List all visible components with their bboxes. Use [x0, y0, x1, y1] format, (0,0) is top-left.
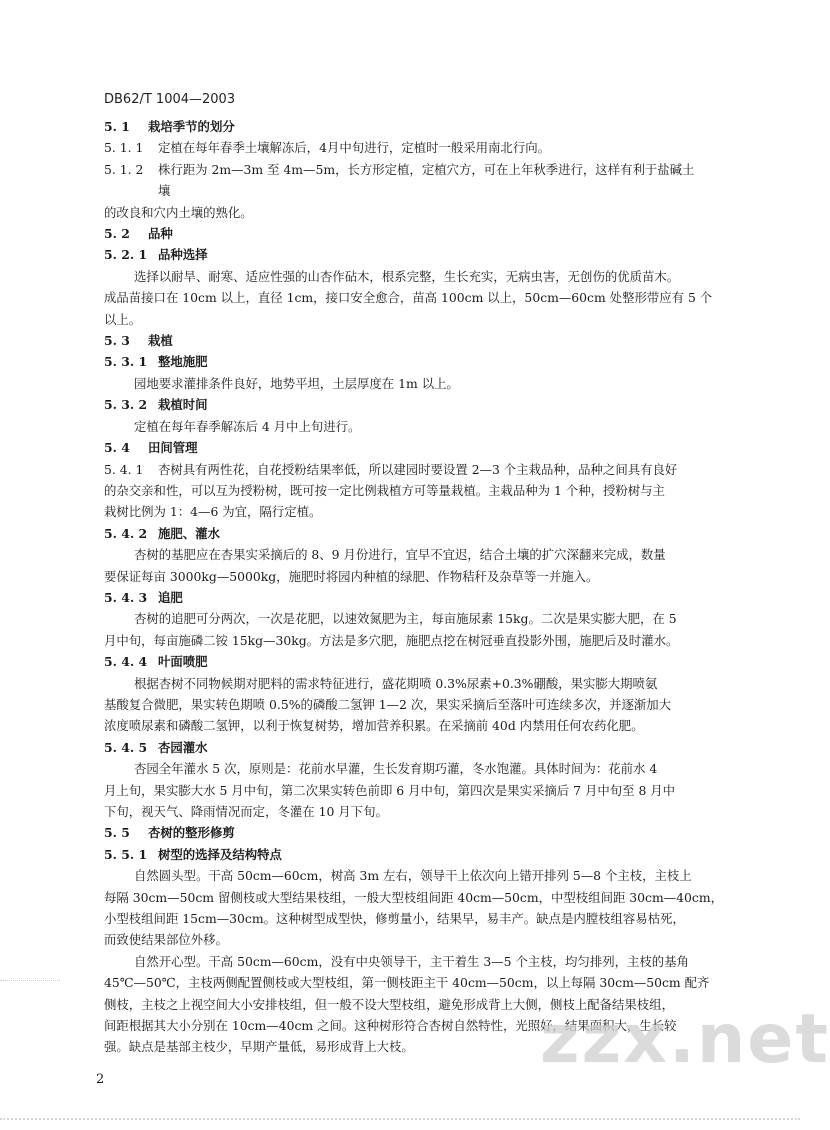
paragraph-line: 杏树的基肥应在杏果实采摘后的 8、9 月份进行，宜早不宜迟，结合土壤的扩穴深翻来完成，数量: [134, 547, 666, 563]
heading-5-2-1: 5. 2. 1 品种选择: [104, 247, 208, 263]
heading-5-4-2: 5. 4. 2 施肥、灌水: [104, 525, 220, 541]
heading-5-2: 5. 2 品种: [104, 226, 173, 242]
clause-5-4-1: 5. 4. 1 杏树具有两性花，自花授粉结果率低，所以建园时要设置 2—3 个主栽品种，品种之间具有良好: [104, 461, 678, 477]
paragraph-line: 以上。: [104, 311, 142, 327]
bottom-edge-dots: [0, 1118, 800, 1120]
heading-5-4: 5. 4 田间管理: [104, 440, 198, 456]
paragraph-line: 杏园全年灌水 5 次，原则是：花前水早灌，生长发育期巧灌，冬水饱灌。具体时间为：花前水 4: [134, 761, 658, 777]
heading-5-3-1: 5. 3. 1 整地施肥: [104, 354, 208, 370]
paragraph-line: 月上旬，果实膨大水 5 月中旬，第二次果实转色前即 6 月中旬，第四次是果实采摘后 7 月中旬至 8 月中: [104, 782, 676, 798]
paragraph-line: 自然圆头型。干高 50cm—60cm，树高 3m 左右，领导干上依次向上错开排列 5—8 个主枝，主枝上: [134, 868, 692, 884]
standard-code: DB62/T 1004—2003: [104, 92, 236, 107]
paragraph-line: 成品苗接口在 10cm 以上，直径 1cm，接口安全愈合，苗高 100cm 以上，50cm—60cm 处整形带应有 5 个: [104, 290, 713, 306]
paragraph-line: 浓度喷尿素和磷酸二氢钾，以利于恢复树势，增加营养积累。在采摘前 40d 内禁用任何农药化肥。: [104, 718, 644, 734]
paragraph-line: 选择以耐旱、耐寒、适应性强的山杏作砧木，根系完整，生长充实，无病虫害，无创伤的优质苗木。: [134, 268, 680, 284]
clause-5-1-2-cont: 壤: [158, 183, 171, 199]
heading-5-5-1: 5. 5. 1 树型的选择及结构特点: [104, 846, 282, 862]
paragraph-line: 园地要求灌排条件良好，地势平坦，土层厚度在 1m 以上。: [134, 375, 459, 391]
clause-5-1-1: 5. 1. 1 定植在每年春季土壤解冻后，4月中旬进行，定植时一般采用南北行向。: [104, 140, 550, 156]
paragraph-line: 根据杏树不同物候期对肥料的需求特征进行，盛花期喷 0.3%尿素+0.3%硼酸，果实膨大期喷氨: [134, 675, 658, 691]
paragraph-line: 45℃—50℃，主枝两侧配置侧枝或大型枝组，第一侧枝距主干 40cm—50cm，以上每隔 30cm—50cm 配齐: [104, 975, 710, 991]
paragraph-line: 定植在每年春季解冻后 4 月中上旬进行。: [134, 418, 361, 434]
heading-5-4-4: 5. 4. 4 叶面喷肥: [104, 654, 208, 670]
paragraph-line: 基酸复合微肥，果实转色期喷 0.5%的磷酸二氢钾 1—2 次，果实采摘后至落叶可连续多次，并逐渐加大: [104, 696, 672, 712]
paragraph-line: 间距根据其大小分别在 10cm—40cm 之间。这种树形符合杏树自然特性，光照好，结果面积大，生长较: [104, 1018, 677, 1034]
document-body: [104, 116, 776, 1058]
heading-5-5: 5. 5 杏树的整形修剪: [104, 825, 235, 841]
paragraph-line: 而致使结果部位外移。: [104, 932, 228, 948]
paragraph-line: 下旬，视天气、降雨情况而定，冬灌在 10 月下旬。: [104, 804, 388, 819]
clause-5-1-2-tail: 的改良和穴内土壤的熟化。: [104, 204, 253, 220]
heading-5-1: 5. 1 栽培季节的划分: [104, 119, 235, 134]
paragraph-line: 杏树的追肥可分两次，一次是花肥，以速效氮肥为主，每亩施尿素 15kg。二次是果实膨大肥，在 5: [134, 611, 677, 627]
paragraph-line: 小型枝组间距 15cm—30cm。这种树型成型快，修剪量小，结果早，易丰产。缺点是内膛枝组容易枯死，: [104, 911, 685, 927]
heading-5-3: 5. 3 栽植: [104, 333, 173, 349]
paragraph-line: 要保证每亩 3000kg—5000kg，施肥时将园内种植的绿肥、作物秸秆及杂草等一并施入。: [104, 568, 599, 584]
heading-5-4-3: 5. 4. 3 追肥: [104, 589, 183, 605]
watermark: zzx.net: [540, 1000, 830, 1079]
heading-5-4-5: 5. 4. 5 杏园灌水: [104, 739, 208, 755]
paragraph-line: 自然开心型。干高 50cm—60cm，没有中央领导干，主干着生 3—5 个主枝，均匀排列，主枝的基角: [134, 953, 689, 969]
page-number: 2: [96, 1072, 105, 1087]
paragraph-line: 的杂交亲和性，可以互为授粉树，既可按一定比例栽植方可等量栽植。主栽品种为 1 个种，授粉树与主: [104, 482, 665, 498]
paragraph-line: 强。缺点是基部主枝少，早期产量低，易形成背上大枝。: [104, 1039, 414, 1055]
paragraph-line: 栽树比例为 1：4—6 为宜，隔行定植。: [104, 504, 322, 520]
paragraph-line: 月中旬，每亩施磷二铵 15kg—30kg。方法是多穴肥，施肥点挖在树冠垂直投影外围，施肥后及时灌水。: [104, 632, 679, 648]
clause-5-1-2: 5. 1. 2 株行距为 2m—3m 至 4m—5m，长方形定植，定植穴方，可在上年秋季进行，这样有利于盐碱土: [104, 161, 695, 177]
heading-5-3-2: 5. 3. 2 栽植时间: [104, 397, 208, 413]
scan-artifact-dots: [0, 980, 60, 981]
paragraph-line: 每隔 30cm—50cm 留侧枝或大型结果枝组，一般大型枝组间距 40cm—50cm，中型枝组间距 30cm—40cm，: [104, 889, 723, 905]
paragraph-line: 侧枝，主枝之上视空间大小安排枝组，但一般不设大型枝组，避免形成背上大侧，侧枝上配备结果枝组，: [104, 996, 674, 1012]
